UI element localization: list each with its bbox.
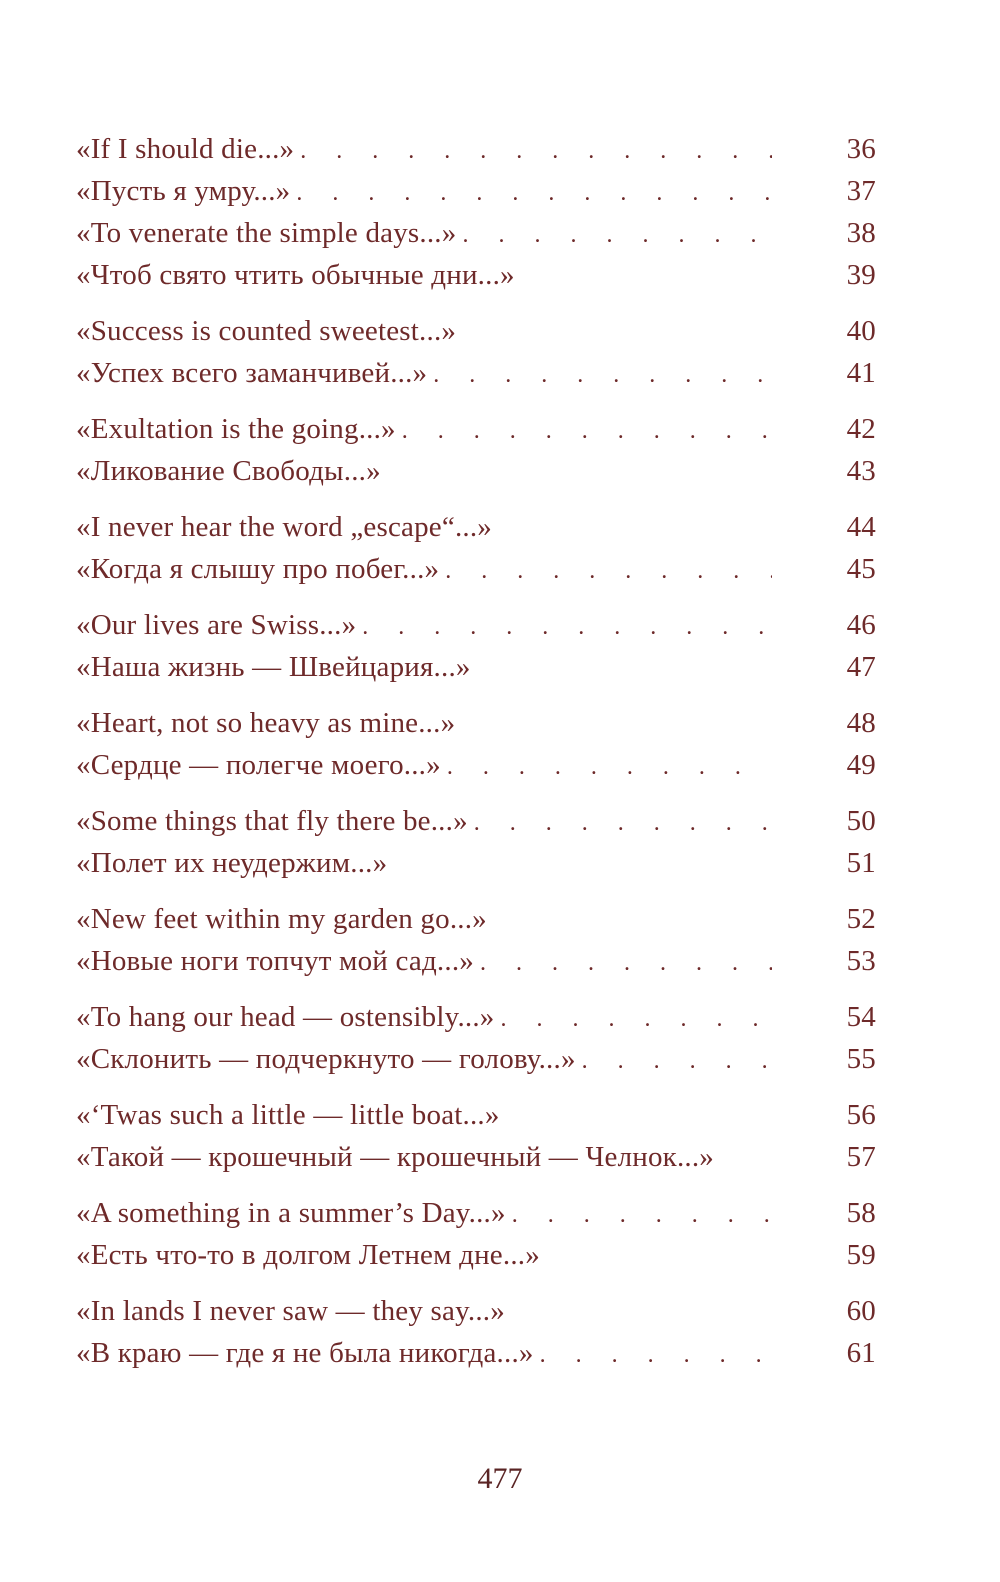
toc-entry (76, 1136, 876, 1178)
toc-entry (76, 940, 876, 982)
dot-leader (540, 1334, 772, 1376)
dot-leader (300, 130, 772, 172)
toc-entry (76, 310, 876, 352)
toc-entry (76, 604, 876, 646)
toc-group (76, 1290, 876, 1374)
toc-entry (76, 1332, 876, 1374)
dot-leader (433, 354, 772, 396)
toc-group (76, 1192, 876, 1276)
dot-leader (445, 550, 772, 592)
toc-entry-title: «Чтоб свято чтить обычные дни...» (76, 259, 515, 291)
toc-entry-page: 51 (846, 847, 876, 879)
page-number: 477 (477, 1462, 523, 1495)
toc-entry-page: 40 (846, 315, 876, 347)
toc-entry (76, 254, 876, 296)
toc-entry (76, 898, 876, 940)
toc-group (76, 506, 876, 590)
toc-entry (76, 1234, 876, 1276)
toc-entry (76, 800, 876, 842)
toc-entry-title: «A something in a summer’s Day...» (76, 1197, 506, 1229)
toc-group (76, 128, 876, 296)
toc-entry-page: 46 (846, 609, 876, 641)
toc-entry (76, 548, 876, 590)
toc-entry (76, 1094, 876, 1136)
toc-entry-title: «To venerate the simple days...» (76, 217, 457, 249)
toc-entry-page: 47 (846, 651, 876, 683)
toc-entry-title: «Такой — крошечный — крошечный — Челнок...» (76, 1141, 715, 1173)
toc-entry-page: 56 (846, 1099, 876, 1131)
toc-entry-page: 52 (846, 903, 876, 935)
toc-entry-page: 38 (846, 217, 876, 249)
toc-entry (76, 408, 876, 450)
toc-entry-page: 43 (846, 455, 876, 487)
toc-group (76, 800, 876, 884)
toc-entry-page: 57 (846, 1141, 876, 1173)
dot-leader (402, 410, 772, 452)
dot-leader (447, 746, 772, 788)
toc-entry-page: 44 (846, 511, 876, 543)
toc-entry (76, 646, 876, 688)
toc-entry-title: «Ликование Свободы...» (76, 455, 381, 487)
toc-entry (76, 996, 876, 1038)
toc-group (76, 702, 876, 786)
toc-entry-title: «Когда я слышу про побег...» (76, 553, 440, 585)
toc-entry-page: 61 (846, 1337, 876, 1369)
toc-entry (76, 842, 876, 884)
toc-entry-page: 60 (846, 1295, 876, 1327)
toc-entry-page: 37 (846, 175, 876, 207)
toc-entry-title: «Пусть я умру...» (76, 175, 291, 207)
toc-entry-title: «Новые ноги топчут мой сад...» (76, 945, 474, 977)
toc-entry-title: «Exultation is the going...» (76, 413, 396, 445)
toc-entry-title: «Some things that fly there be...» (76, 805, 468, 837)
toc-entry (76, 128, 876, 170)
toc-entry-title: «If I should die...» (76, 133, 295, 165)
table-of-contents (76, 128, 876, 1388)
toc-entry-title: «Success is counted sweetest...» (76, 315, 457, 347)
toc-entry (76, 1192, 876, 1234)
toc-entry-title: «To hang our head — ostensibly...» (76, 1001, 495, 1033)
toc-group (76, 408, 876, 492)
toc-entry-title: «В краю — где я не была никогда...» (76, 1337, 534, 1369)
toc-group (76, 604, 876, 688)
dot-leader (582, 1040, 772, 1082)
toc-entry-title: «Heart, not so heavy as mine...» (76, 707, 456, 739)
toc-group (76, 898, 876, 982)
toc-entry-title: «Our lives are Swiss...» (76, 609, 357, 641)
dot-leader (480, 942, 772, 984)
toc-entry (76, 212, 876, 254)
toc-group (76, 310, 876, 394)
toc-entry (76, 450, 876, 492)
toc-entry-page: 59 (846, 1239, 876, 1271)
toc-entry-page: 49 (846, 749, 876, 781)
toc-entry-page: 53 (846, 945, 876, 977)
toc-entry (76, 1038, 876, 1080)
toc-entry-page: 45 (846, 553, 876, 585)
toc-entry (76, 1290, 876, 1332)
toc-entry (76, 170, 876, 212)
toc-entry-page: 41 (846, 357, 876, 389)
toc-entry-page: 36 (846, 133, 876, 165)
toc-entry (76, 702, 876, 744)
toc-group (76, 996, 876, 1080)
dot-leader (296, 172, 772, 214)
toc-entry-page: 55 (846, 1043, 876, 1075)
toc-entry-title: «Полет их неудержим...» (76, 847, 388, 879)
toc-entry-title: «Склонить — подчеркнуто — голову...» (76, 1043, 576, 1075)
toc-entry (76, 744, 876, 786)
toc-entry-page: 54 (846, 1001, 876, 1033)
toc-entry-page: 58 (846, 1197, 876, 1229)
toc-entry (76, 352, 876, 394)
toc-entry-title: «Есть что-то в долгом Летнем дне...» (76, 1239, 540, 1271)
dot-leader (362, 606, 772, 648)
dot-leader (462, 214, 772, 256)
toc-group (76, 1094, 876, 1178)
toc-entry-title: «I never hear the word „escape“...» (76, 511, 493, 543)
dot-leader (501, 998, 773, 1040)
toc-entry-title: «Наша жизнь — Швейцария...» (76, 651, 471, 683)
toc-entry-title: «‘Twas such a little — little boat...» (76, 1099, 500, 1131)
dot-leader (474, 802, 772, 844)
toc-entry (76, 506, 876, 548)
toc-entry-page: 42 (846, 413, 876, 445)
toc-entry-page: 48 (846, 707, 876, 739)
toc-entry-title: «New feet within my garden go...» (76, 903, 487, 935)
toc-entry-title: «Успех всего заманчивей...» (76, 357, 428, 389)
dot-leader (512, 1194, 772, 1236)
toc-entry-page: 39 (846, 259, 876, 291)
toc-entry-page: 50 (846, 805, 876, 837)
toc-entry-title: «Сердце — полегче моего...» (76, 749, 441, 781)
toc-entry-title: «In lands I never saw — they say...» (76, 1295, 505, 1327)
